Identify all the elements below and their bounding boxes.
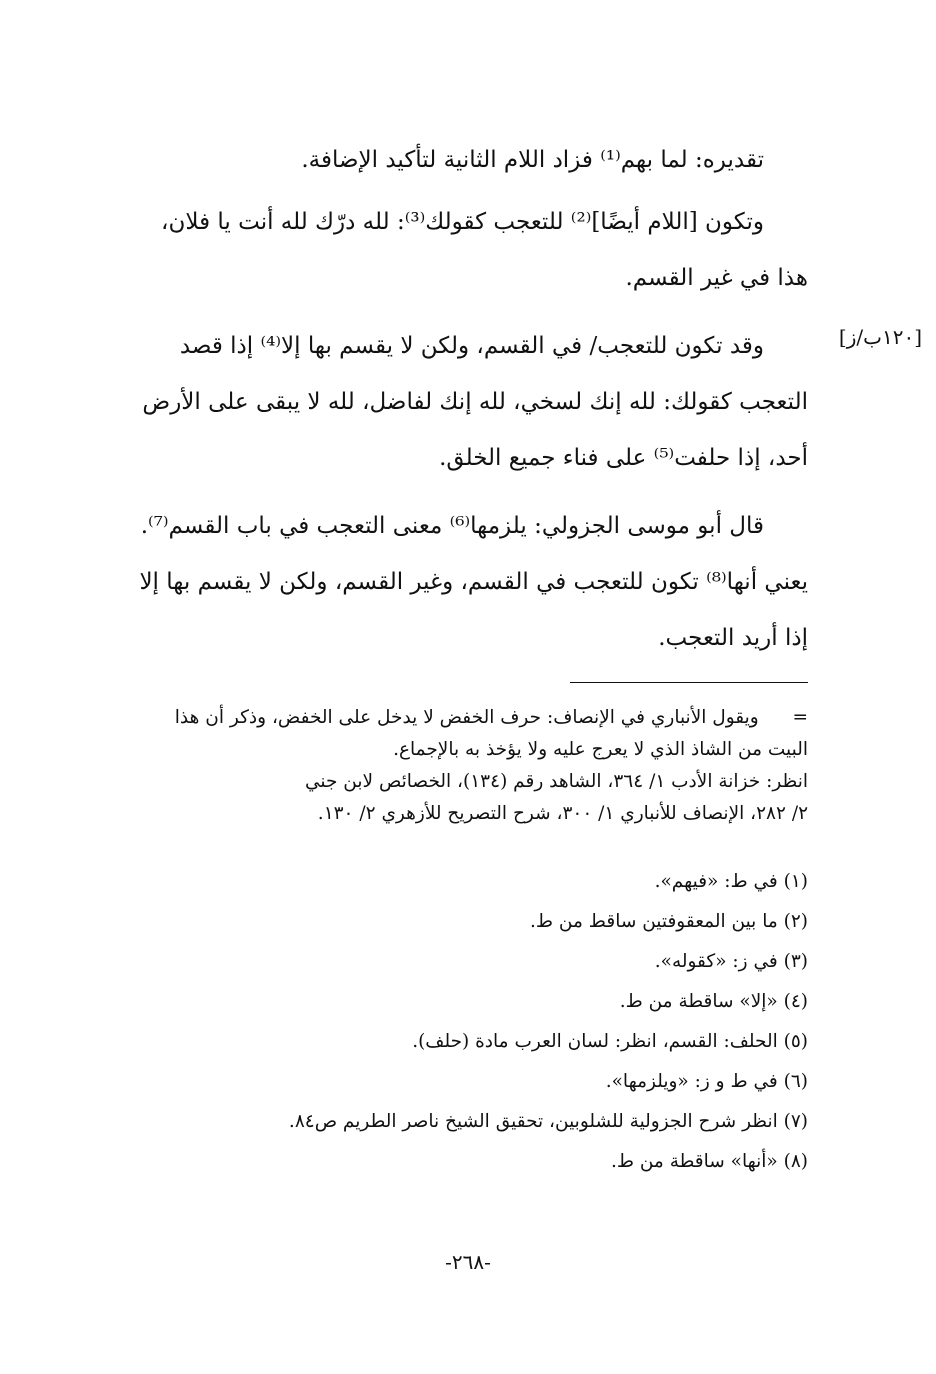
footnote-item: (٣) في ز: «كقوله». [654, 951, 808, 972]
continued-note-line: ٢/ ٢٨٢، الإنصاف للأنباري ١/ ٣٠٠، شرح التصريح للأزهري ٢/ ١٣٠. [317, 803, 808, 824]
footnote-separator [570, 682, 808, 683]
footnote-item: (٨) «أنها» ساقطة من ط. [610, 1151, 808, 1172]
main-line: إذا أريد التعجب. [658, 625, 808, 651]
footnote-item: (٥) الحلف: القسم، انظر: لسان العرب مادة (حلف). [412, 1031, 808, 1052]
continued-note-text: ويقول الأنباري في الإنصاف: حرف الخفض لا يدخل على الخفض، وذكر أن هذا [174, 707, 759, 728]
footnote-item: (٧) انظر شرح الجزولية للشلوبين، تحقيق الشيخ ناصر الطريم ص٨٤. [288, 1111, 808, 1132]
main-line: يعني أنها⁽⁸⁾ تكون للتعجب في القسم، وغير القسم، ولكن لا يقسم بها إلا [139, 569, 808, 595]
main-line: وقد تكون للتعجب/ في القسم، ولكن لا يقسم بها إلا⁽⁴⁾ إذا قصد [179, 333, 764, 359]
main-text-block [100, 132, 808, 666]
main-line: تقديره: لما بهم⁽¹⁾ فزاد اللام الثانية لتأكيد الإضافة. [301, 147, 764, 173]
footnote-item: (٢) ما بين المعقوفتين ساقط من ط. [530, 911, 808, 932]
main-line: قال أبو موسى الجزولي: يلزمها⁽⁶⁾ معنى التعجب في باب القسم⁽⁷⁾. [140, 513, 764, 539]
continuation-marker: = [792, 707, 808, 728]
footnote-item: (٦) في ط و ز: «ويلزمها». [605, 1071, 808, 1092]
continued-note-line [100, 702, 808, 734]
continued-footnote [100, 702, 808, 830]
footnote-item: (١) في ط: «فيهم». [654, 871, 808, 892]
main-line: أحد، إذا حلفت⁽⁵⁾ على فناء جميع الخلق. [439, 445, 808, 471]
continued-note-line: انظر: خزانة الأدب ١/ ٣٦٤، الشاهد رقم (١٣٤)، الخصائص لابن جني [304, 771, 808, 792]
main-line: التعجب كقولك: لله إنك لسخي، لله إنك لفاضل، لله لا يبقى على الأرض [142, 389, 808, 415]
page-number: -٢٦٨- [445, 1250, 491, 1274]
main-line: وتكون [اللام أيضًا]⁽²⁾ للتعجب كقولك⁽³⁾: لله درّك لله أنت يا فلان، [161, 209, 764, 235]
continued-note-line: البيت من الشاذ الذي لا يعرج عليه ولا يؤخذ به بالإجماع. [393, 739, 808, 760]
footnote-item: (٤) «إلا» ساقطة من ط. [619, 991, 808, 1012]
main-line: هذا في غير القسم. [625, 265, 808, 291]
footnotes-list [100, 862, 808, 1182]
manuscript-folio-reference: [١٢٠ب/ز] [838, 325, 922, 349]
